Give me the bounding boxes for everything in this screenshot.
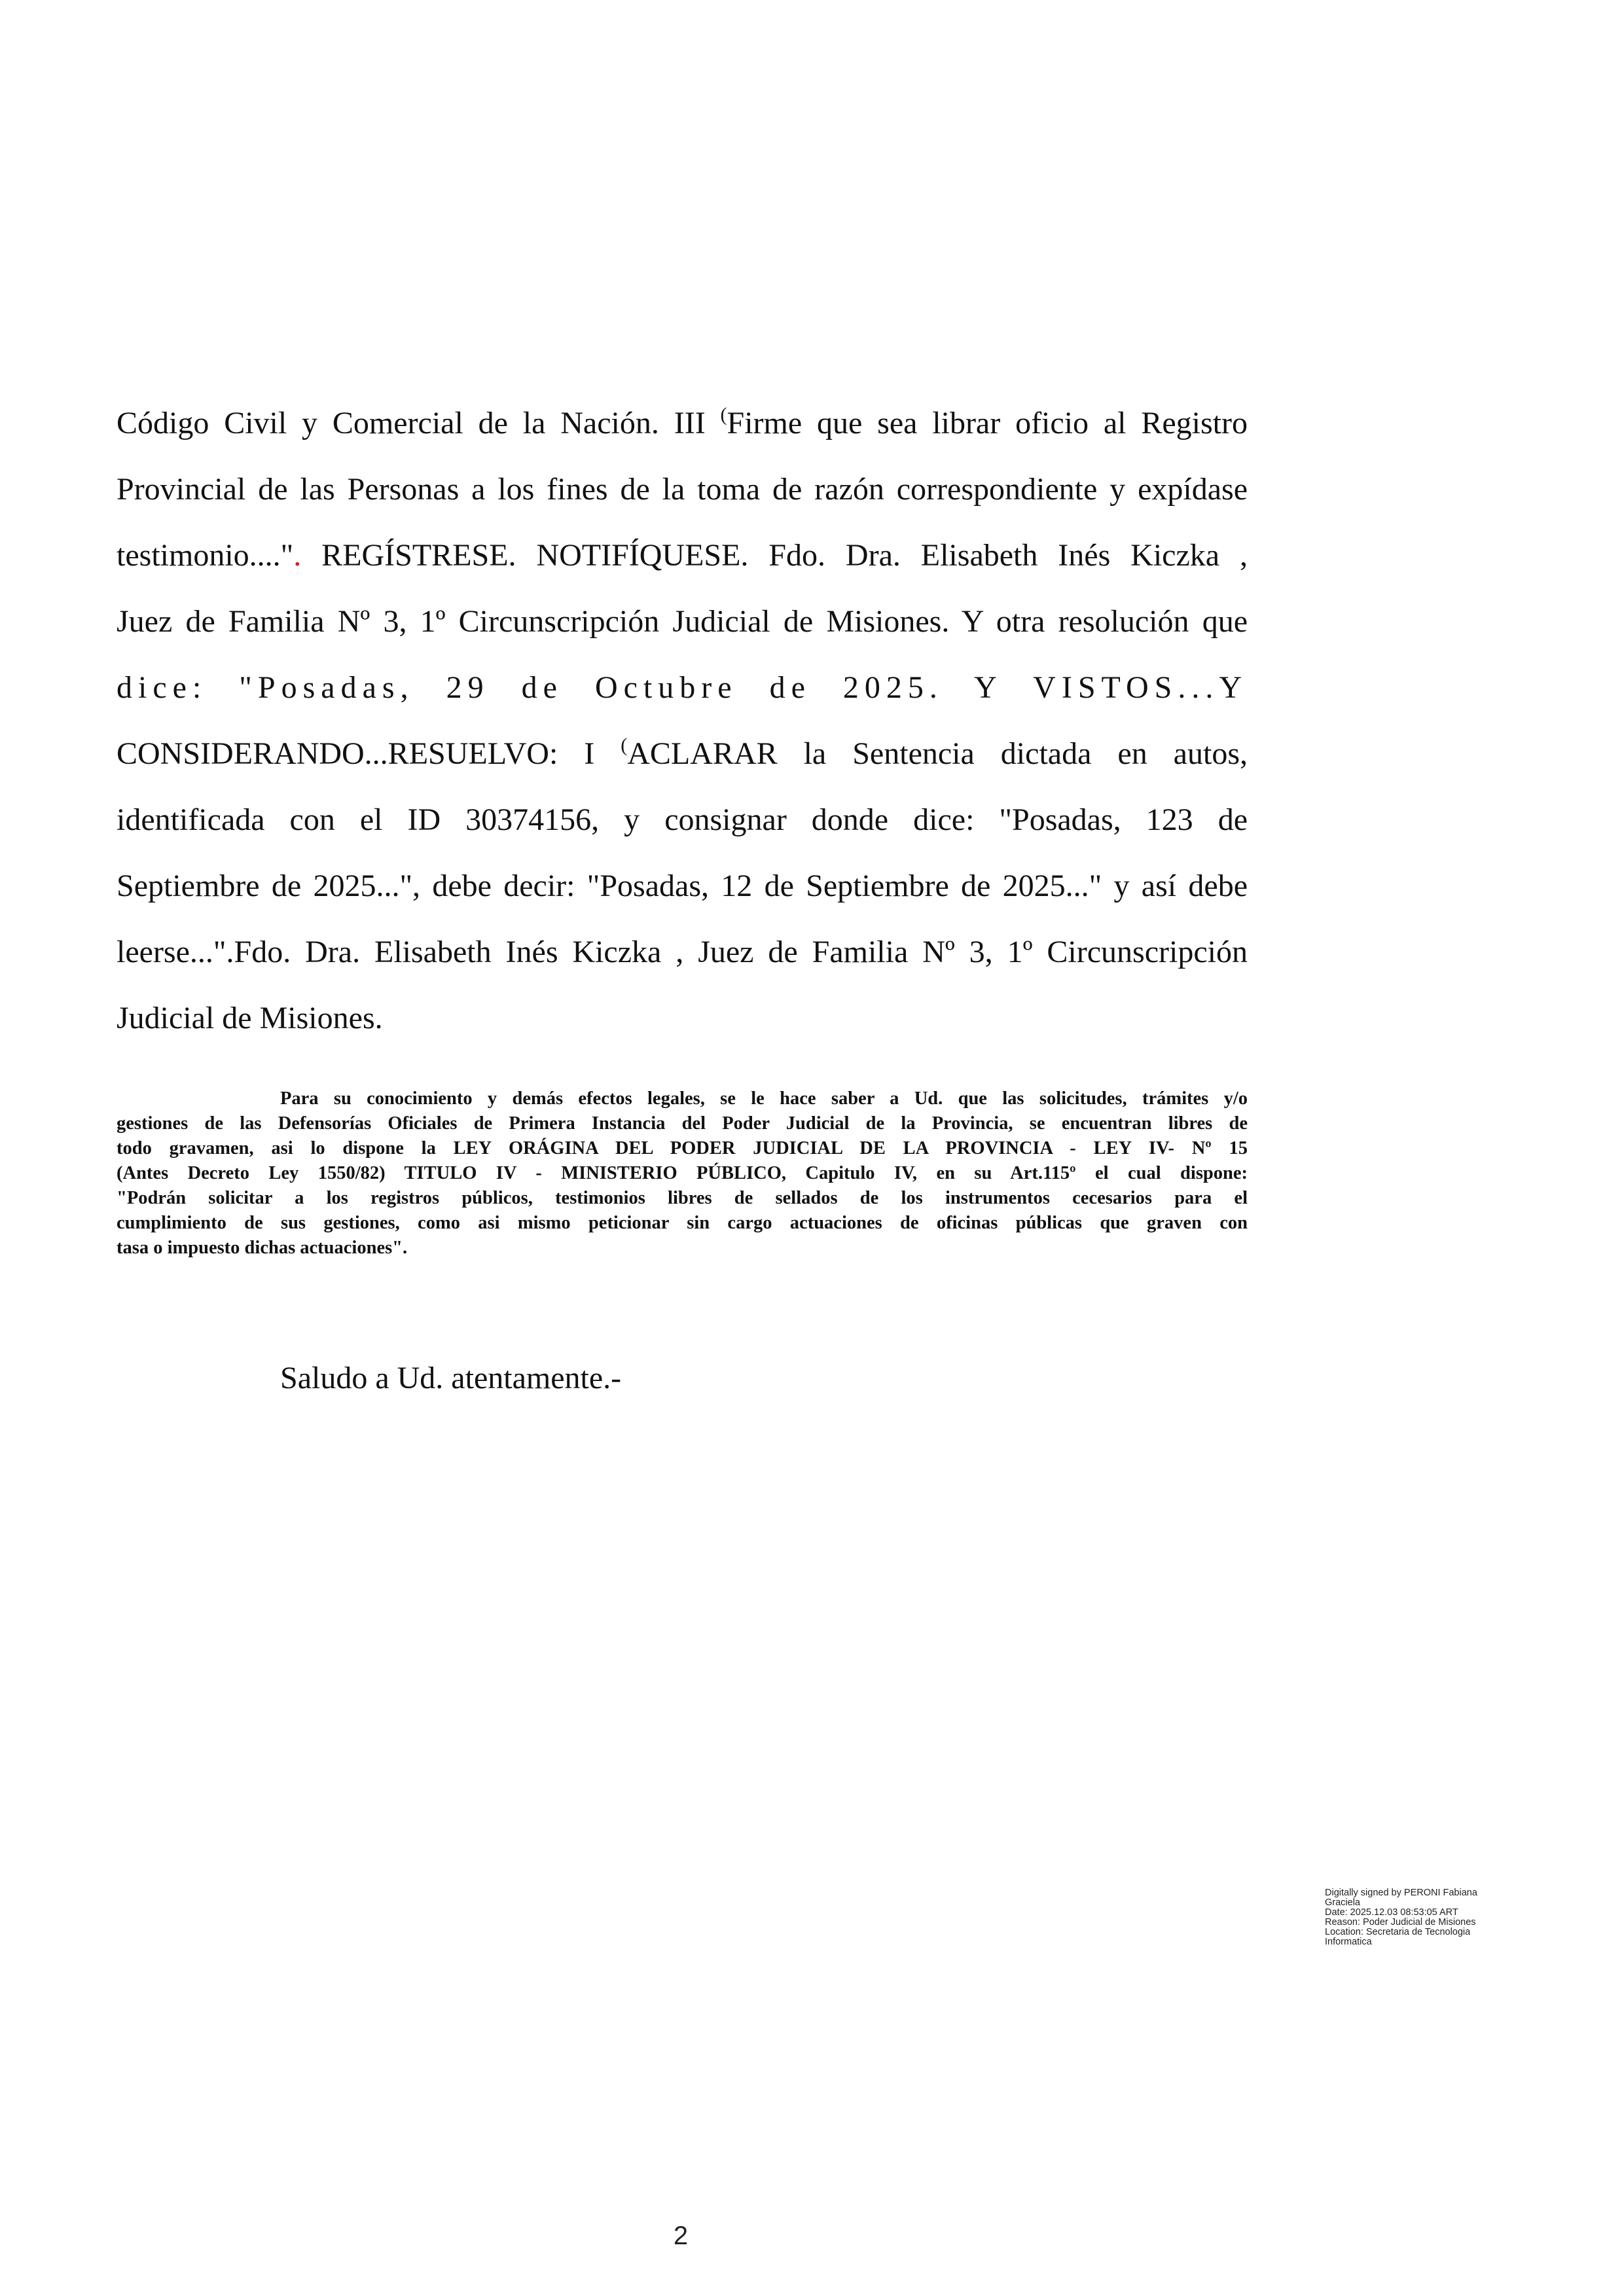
superscript-paren: ( — [621, 734, 628, 756]
body-paragraph — [117, 390, 1248, 1051]
body-line-8: Septiembre de 2025...", debe decir: "Posadas, 12 de Septiembre de 2025..." y así debe — [117, 869, 1248, 903]
signature-line: Date: 2025.12.03 08:53:05 ART — [1325, 1907, 1458, 1918]
body-line-5: dice: "Posadas, 29 de Octubre de 2025. Y VISTOS...Y — [117, 670, 1248, 705]
notice-line-2: gestiones de las Defensorías Oficiales de Primera Instancia del Poder Judicial de la Provincia, se encuentran libres de — [117, 1113, 1248, 1134]
notice-line-1: Para su conocimiento y demás efectos legales, se le hace saber a Ud. que las solicitudes, trámites y/o — [280, 1088, 1248, 1109]
body-line-7: identificada con el ID 30374156, y consignar donde dice: "Posadas, 123 de — [117, 802, 1248, 837]
signature-line: Reason: Poder Judicial de Misiones — [1325, 1917, 1476, 1928]
notice-line-5: "Podrán solicitar a los registros públicos, testimonios libres de sellados de los instrumentos cecesarios para el — [117, 1188, 1248, 1208]
notice-line-6: cumplimiento de sus gestiones, como asi mismo peticionar sin cargo actuaciones de oficinas públicas que graven con — [117, 1213, 1248, 1233]
notice-line-7: tasa o impuesto dichas actuaciones". — [117, 1238, 408, 1258]
signature-line: Location: Secretaria de Tecnologia — [1325, 1927, 1471, 1937]
signature-line: Digitally signed by PERONI Fabiana — [1325, 1888, 1477, 1898]
red-period: . — [293, 538, 302, 573]
superscript-paren: ( — [720, 404, 727, 425]
body-line-2: Provincial de las Personas a los fines de la toma de razón correspondiente y expídase — [117, 472, 1248, 507]
page-number: 2 — [673, 2221, 689, 2250]
digital-signature-stamp — [1325, 1888, 1521, 1947]
signature-line: Informatica — [1325, 1937, 1372, 1947]
body-line-6: CONSIDERANDO...RESUELVO: I (ACLARAR la Sentencia dictada en autos, — [117, 734, 1248, 771]
body-line-3: testimonio....". REGÍSTRESE. NOTIFÍQUESE. Fdo. Dra. Elisabeth Inés Kiczka , — [117, 538, 1248, 573]
notice-line-4: (Antes Decreto Ley 1550/82) TITULO IV - MINISTERIO PÚBLICO, Capitulo IV, en su Art.115º el cual dispone: — [117, 1163, 1248, 1183]
body-line-1: Código Civil y Comercial de la Nación. III (Firme que sea librar oficio al Registro — [117, 404, 1248, 440]
legal-notice — [117, 1086, 1248, 1261]
body-line-10: Judicial de Misiones. — [117, 1001, 383, 1035]
body-line-9: leerse...".Fdo. Dra. Elisabeth Inés Kiczka , Juez de Familia Nº 3, 1º Circunscripción — [117, 935, 1248, 969]
signature-line: Graciela — [1325, 1897, 1360, 1908]
body-line-4: Juez de Familia Nº 3, 1º Circunscripción Judicial de Misiones. Y otra resolución que — [117, 604, 1248, 639]
notice-line-3: todo gravamen, asi lo dispone la LEY ORÁGINA DEL PODER JUDICIAL DE LA PROVINCIA - LEY IV- Nº 15 — [117, 1138, 1248, 1158]
closing-salutation: Saludo a Ud. atentamente.- — [280, 1361, 622, 1395]
